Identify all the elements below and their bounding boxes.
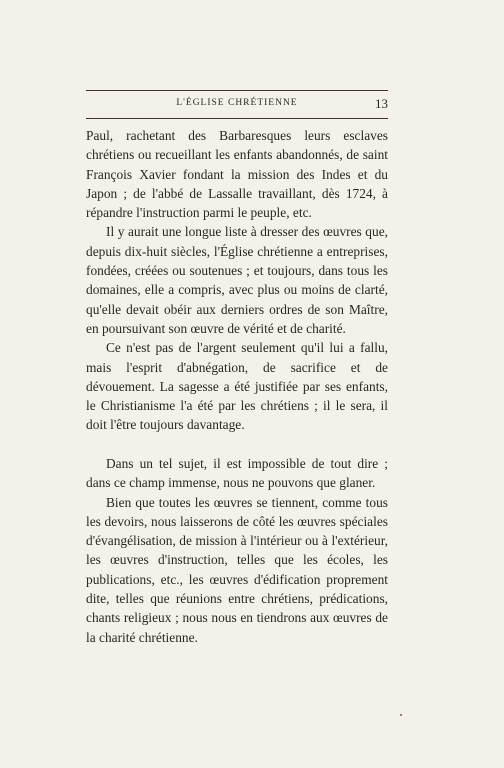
text-section-1	[86, 126, 388, 435]
paragraph: Ce n'est pas de l'argent seulement qu'il lui a fallu, mais l'esprit d'abnégation, de sacrifice et de dévouement. La sagesse a été justifiée par ses enfants, le Christianisme l'a été par les chrétiens ; il le sera, il doit l'être toujours davantage.	[86, 340, 388, 433]
paper-speck	[400, 714, 402, 716]
paragraph: Dans un tel sujet, il est impossible de tout dire ; dans ce champ immense, nous ne pouvons que glaner.	[86, 456, 388, 491]
page-header	[86, 96, 388, 112]
paragraph: Bien que toutes les œuvres se tiennent, comme tous les devoirs, nous laisserons de côté les œuvres spéciales d'évangélisation, de mission à l'intérieur ou à l'extérieur, les œuvres d'instruction, telles que les écoles, les publications, etc., les œuvres d'édification proprement dite, telles que réunions entre chrétiens, prédications, chants religieux ; nous nous en tiendrons aux œuvres de la charité chrétienne.	[86, 494, 388, 645]
page-number: 13	[375, 96, 388, 111]
header-top-rule	[86, 90, 388, 91]
text-section-2	[86, 454, 388, 647]
running-head: L'ÉGLISE CHRÉTIENNE	[176, 98, 298, 108]
header-bottom-rule	[86, 118, 388, 119]
paragraph-continuation: Paul, rachetant des Barbaresques leurs esclaves chrétiens ou recueillant les enfants abandonnés, de saint François Xavier fondant la mission des Indes et du Japon ; de l'abbé de Lassalle travaillant, dès 1724, à répandre l'instruction parmi le peuple, etc.	[86, 128, 388, 221]
paragraph: Il y aurait une longue liste à dresser des œuvres que, depuis dix-huit siècles, l'Église chrétienne a entreprises, fondées, créées ou soutenues ; et toujours, dans tous les domaines, elle a compris, avec plus ou moins de clarté, qu'elle devait obéir aux derniers ordres de son Maître, en poursuivant son œuvre de vérité et de charité.	[86, 224, 388, 336]
